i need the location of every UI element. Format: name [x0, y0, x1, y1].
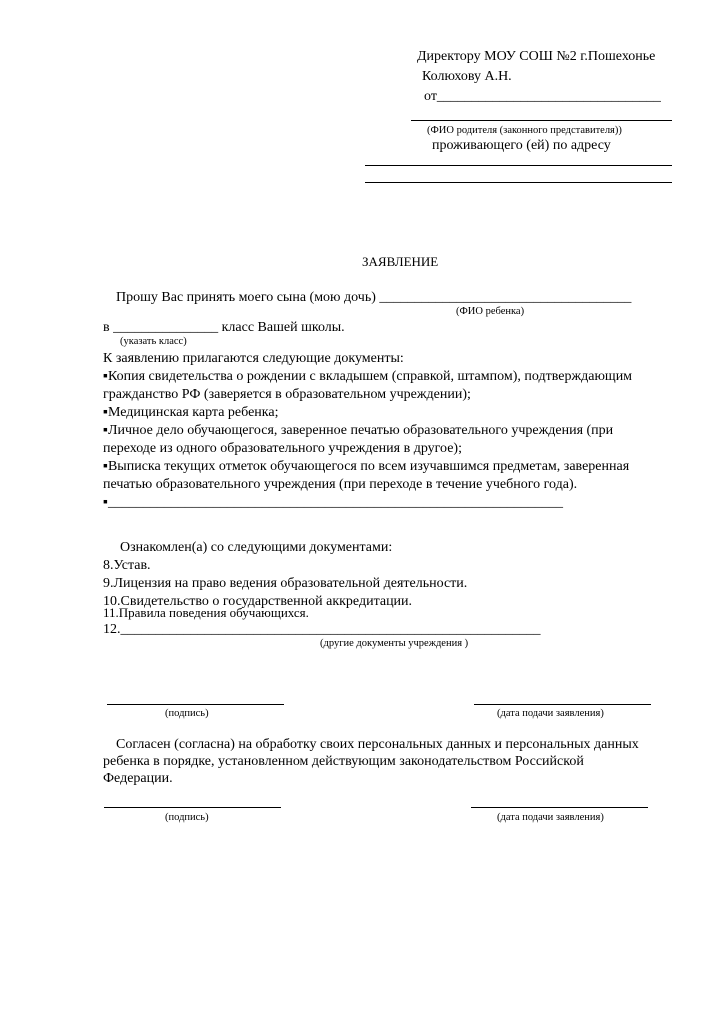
familiar-intro: Ознакомлен(а) со следующими документами: — [120, 540, 393, 555]
from-field: от________________________________ — [424, 89, 661, 104]
list-item: 9.Лицензия на право ведения образовательной деятельности. — [103, 576, 468, 591]
document-title: ЗАЯВЛЕНИЕ — [362, 254, 439, 269]
signature-hint: (подпись) — [165, 812, 209, 823]
list-item: ▪Выписка текущих отметок обучающегося по всем изучавшимся предметам, заверенная — [103, 459, 630, 474]
residing-label: проживающего (ей) по адресу — [432, 138, 611, 153]
class-hint: (указать класс) — [120, 336, 187, 347]
list-item-continuation: гражданство РФ (заверяется в образовательном учреждении); — [103, 387, 471, 402]
signature-hint: (подпись) — [165, 708, 209, 719]
list-item: ▪Личное дело обучающегося, заверенное печатью образовательного учреждения (при — [103, 423, 614, 438]
documents-intro: К заявлению прилагаются следующие документы: — [103, 351, 404, 366]
parent-fio-hint: (ФИО родителя (законного представителя)) — [427, 125, 622, 136]
bullet-icon: ▪ — [103, 369, 108, 384]
class-line: в _______________ класс Вашей школы. — [103, 320, 345, 335]
date-hint: (дата подачи заявления) — [497, 812, 604, 823]
list-item: ▪Копия свидетельства о рождении с вкладышем (справкой, штампом), подтверждающим — [103, 369, 633, 384]
list-item: 12.____________________________________________________________ — [103, 622, 541, 637]
child-fio-hint: (ФИО ребенка) — [456, 306, 525, 317]
date-line — [471, 807, 648, 808]
address-line-2 — [365, 182, 672, 183]
bullet-icon: ▪ — [103, 495, 108, 510]
consent-line: Согласен (согласна) на обработку своих персональных данных и персональных данных — [116, 737, 639, 752]
consent-line: ребенка в порядке, установленном действующим законодательством Российской — [103, 754, 584, 769]
signature-line — [104, 807, 281, 808]
address-line-1 — [365, 165, 672, 166]
signature-line — [107, 704, 284, 705]
list-item: ▪_________________________________________________________________ — [103, 495, 563, 510]
list-item: 11.Правила поведения обучающихся. — [103, 605, 309, 620]
date-hint: (дата подачи заявления) — [497, 708, 604, 719]
bullet-icon: ▪ — [103, 459, 108, 474]
list-item: 10.Свидетельство о государственной аккредитации. — [103, 594, 413, 609]
list-item: 8.Устав. — [103, 558, 151, 573]
addressee-name: Колюхову А.Н. — [422, 69, 512, 84]
date-line — [474, 704, 651, 705]
bullet-icon: ▪ — [103, 405, 108, 420]
consent-line: Федерации. — [103, 771, 173, 786]
list-item-continuation: печатью образовательного учреждения (при переходе в течение учебного года). — [103, 477, 578, 492]
bullet-icon: ▪ — [103, 423, 108, 438]
list-item: ▪Медицинская карта ребенка; — [103, 405, 279, 420]
other-docs-hint: (другие документы учреждения ) — [320, 638, 469, 649]
from-line-2 — [411, 120, 672, 121]
addressee-line: Директору МОУ СОШ №2 г.Пошехонье — [417, 49, 656, 64]
list-item-continuation: переходе из одного образовательного учреждения в другое); — [103, 441, 462, 456]
request-line: Прошу Вас принять моего сына (мою дочь) ____________________________________ — [116, 290, 632, 305]
